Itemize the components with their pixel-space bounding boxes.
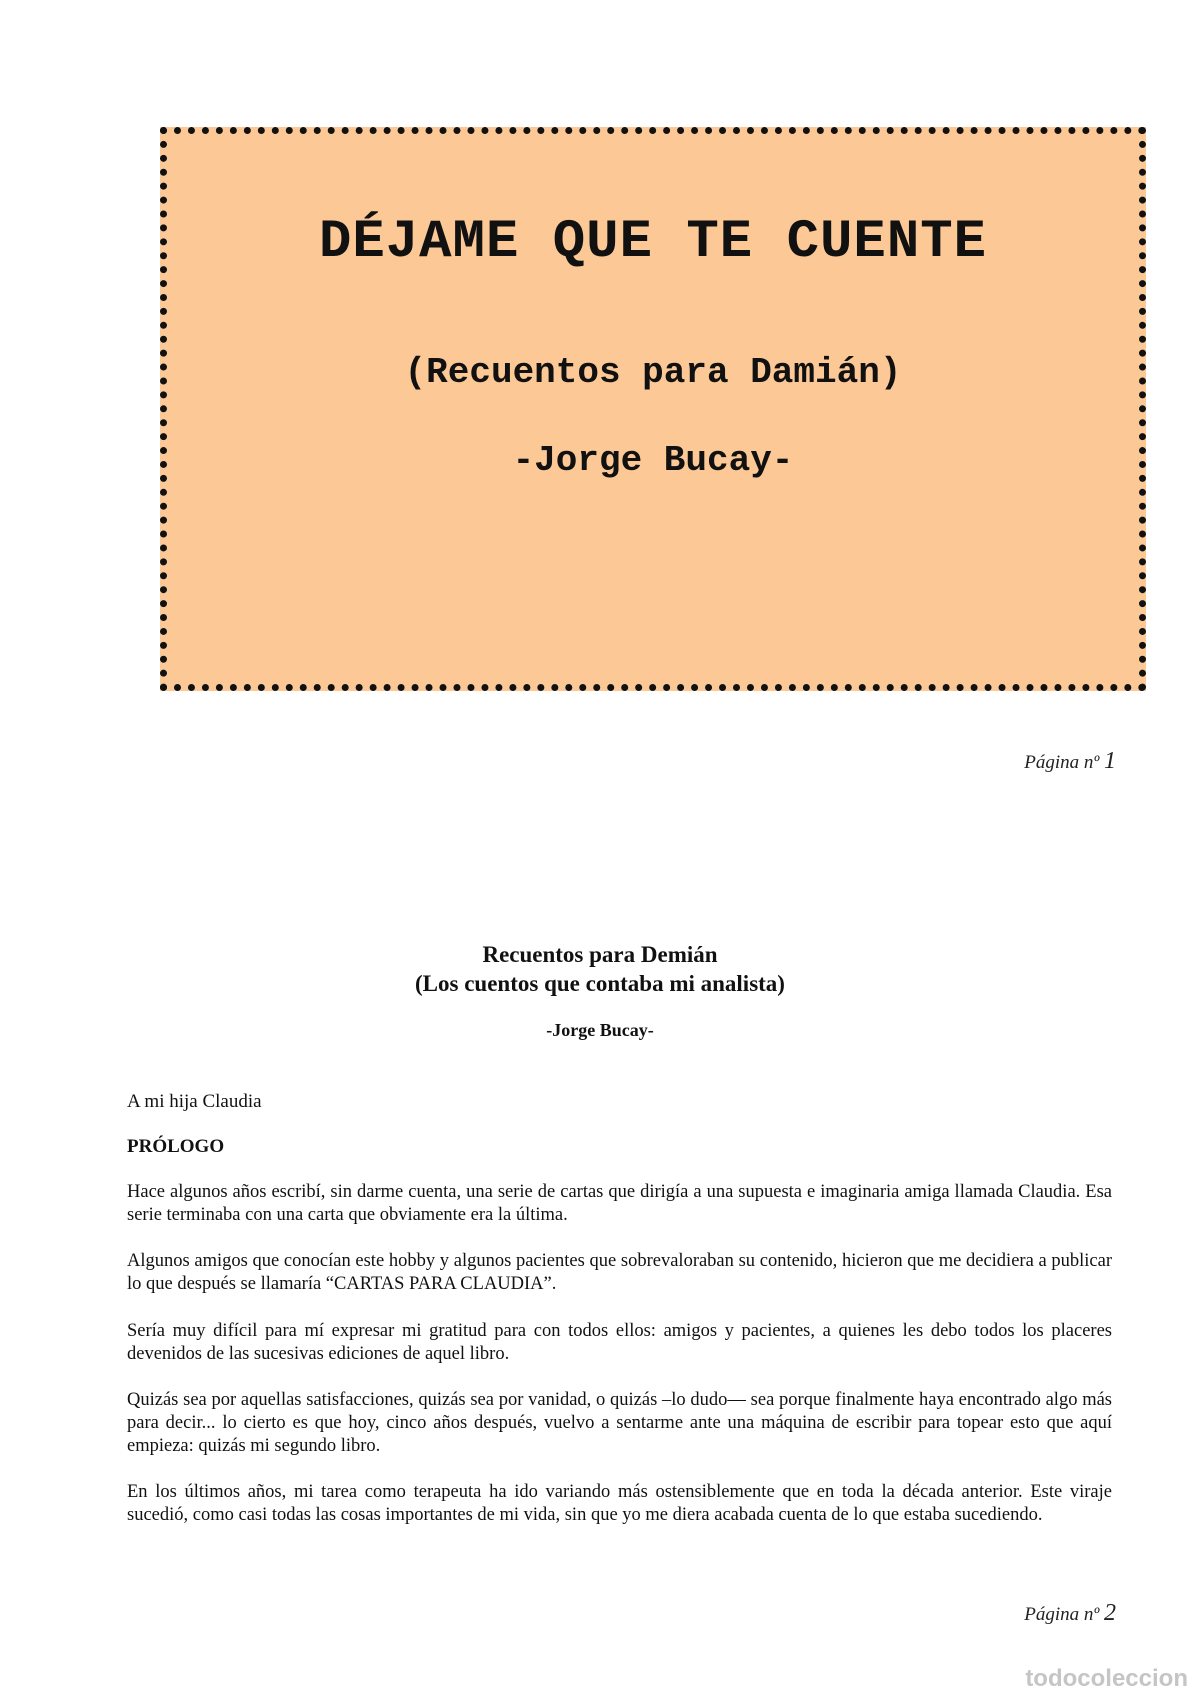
watermark: todocoleccion: [1025, 1665, 1188, 1692]
paragraph: Sería muy difícil para mí expresar mi gratitud para con todos ellos: amigos y pacientes, a quienes les debo todos los placeres devenidos de las sucesivas ediciones de aquel libro.: [127, 1321, 1112, 1364]
cover-subtitle: (Recuentos para Damián): [404, 352, 902, 393]
cover-title: DÉJAME QUE TE CUENTE: [318, 212, 988, 273]
paragraph: Hace algunos años escribí, sin darme cuenta, una serie de cartas que dirigía a una supuesta e imaginaria amiga llamada Claudia. Esa serie terminaba con una carta que obviamente era la última.: [127, 1182, 1112, 1225]
paragraph: Algunos amigos que conocían este hobby y algunos pacientes que sobrevaloraban su contenido, hicieron que me decidiera a publicar lo que después se llamaría “CARTAS PARA CLAUDIA”.: [127, 1251, 1112, 1294]
document-author: -Jorge Bucay-: [546, 1020, 654, 1040]
document-title: Recuentos para Demián: [482, 942, 718, 967]
page-number-1: [1024, 748, 1116, 775]
page-number-label: Página nº: [1024, 752, 1100, 773]
cover-box: [160, 127, 1146, 691]
page-number-2: [1024, 1600, 1116, 1627]
paragraph: Quizás sea por aquellas satisfacciones, quizás sea por vanidad, o quizás –lo dudo— sea porque finalmente haya encontrado algo más para decir... lo cierto es que hoy, cinco años después, vuelvo a sentarme ante una máquina de escribir para topear esto que aquí empieza: quizás mi segundo libro.: [127, 1390, 1112, 1456]
cover-author: -Jorge Bucay-: [512, 440, 794, 481]
dedication: A mi hija Claudia: [127, 1091, 262, 1112]
paragraph: En los últimos años, mi tarea como terapeuta ha ido variando más ostensiblemente que en toda la década anterior. Este viraje sucedió, como casi todas las cosas importantes de mi vida, sin que yo me diera acabada cuenta de lo que estaba sucediendo.: [127, 1482, 1112, 1525]
page-number-value: 1: [1104, 748, 1116, 774]
page-number-label: Página nº: [1024, 1604, 1100, 1625]
page-number-value: 2: [1104, 1600, 1116, 1626]
document-subtitle: (Los cuentos que contaba mi analista): [415, 971, 785, 996]
section-heading: PRÓLOGO: [127, 1136, 225, 1157]
